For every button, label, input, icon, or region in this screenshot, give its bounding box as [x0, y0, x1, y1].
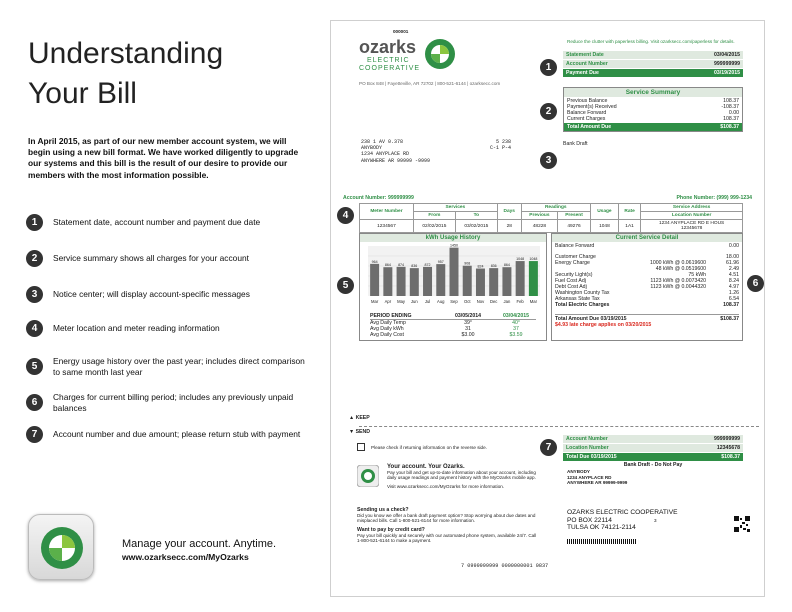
logo-sub2: COOPERATIVE	[359, 65, 421, 72]
chart-bar	[410, 268, 419, 296]
meter-header: Location Number	[641, 212, 743, 220]
meter-header: Present	[558, 212, 591, 220]
mail-line: 5 238	[495, 139, 511, 145]
summary-value: 108.37	[723, 116, 739, 122]
callout-3: 3	[540, 152, 557, 169]
usage-history-title: kWh Usage History	[360, 234, 546, 242]
ozarks-logo-icon	[423, 37, 457, 71]
chart-tick-label: May	[397, 299, 406, 304]
payment-due: 03/19/2015	[714, 70, 740, 76]
payment-stub	[563, 435, 743, 468]
chart-tick-label: Dec	[489, 299, 498, 304]
detail-value: 0.00	[728, 243, 739, 249]
legend-number: 3	[26, 286, 43, 303]
stub-location-label: Location Number	[566, 445, 609, 451]
statement-date: 03/04/2015	[714, 52, 740, 58]
history-label: Avg Daily Cost	[370, 332, 404, 338]
sample-bill	[330, 20, 765, 597]
remit-line: PO BOX 22114	[567, 516, 612, 524]
statement-date-label: Statement Date	[566, 52, 604, 58]
stub-location: 12345678	[716, 445, 740, 451]
summary-label: Balance Forward	[567, 110, 607, 116]
intro-paragraph: In April 2015, as part of our new member account system, we will begin using a new bill format. We have worked diligently to upgrade our systems and this bill is the result of our desire to provide our members with the most information possible.	[28, 136, 299, 180]
history-value: 31	[465, 326, 471, 332]
remit-line: 3	[653, 517, 657, 523]
mail-line: 238 1 AV 0.378	[361, 139, 404, 145]
stub-due-label: Total Due 03/19/2015	[566, 454, 617, 460]
mail-line: C-1 P-4	[489, 145, 511, 152]
chart-data-label: 824	[477, 264, 484, 269]
meter-header: Meter Number	[360, 204, 414, 220]
detail-value: 8.24	[728, 278, 739, 284]
legend-text: Account number and due amount; please return stub with payment	[53, 429, 301, 440]
history-label: Avg Daily kWh	[370, 326, 404, 332]
detail-mid: 1000 kWh @ 0.0619600	[649, 260, 706, 266]
location-number: 12345678	[680, 226, 703, 231]
qr-code-icon	[733, 515, 751, 533]
legend-text: Service summary shows all charges for your account	[53, 253, 249, 264]
history-value: 40°	[512, 320, 520, 326]
history-value: 39°	[464, 320, 472, 326]
chart-bar	[516, 261, 525, 296]
app-promo-title: Your account. Your Ozarks.	[387, 464, 465, 470]
chart-data-label: 908	[464, 261, 471, 266]
detail-value: 108.37	[723, 302, 739, 308]
stub-bank-draft: Bank Draft - Do Not Pay	[623, 462, 683, 468]
ozarks-app-icon	[357, 465, 379, 487]
postal-barcode	[567, 539, 637, 544]
detail-mid: 75 kWh	[688, 272, 706, 278]
total-due: $108.37	[720, 124, 739, 130]
detail-row	[555, 302, 739, 308]
account-number-label: Account Number	[566, 61, 608, 67]
service-summary-title: Service Summary	[564, 88, 742, 97]
summary-value: 0.00	[728, 110, 739, 116]
remit-line: OZARKS ELECTRIC COOPERATIVE	[567, 509, 678, 516]
payment-due-label: Payment Due	[566, 70, 599, 76]
legend-text: Charges for current billing period; includes any previously unpaid balances	[53, 392, 294, 413]
logo-wordmark: ozarks	[359, 37, 417, 57]
keep-text: KEEP	[355, 415, 370, 421]
paperless-promo: Reduce the clutter with paperless billing. Visit ozarksecc.com/paperless for details.	[567, 39, 735, 44]
chart-data-label: 1450	[450, 243, 458, 248]
send-text: SEND	[355, 429, 370, 435]
stub-due: $108.37	[721, 454, 740, 460]
chart-bar	[423, 267, 432, 296]
meter-header: Previous	[521, 212, 558, 220]
detail-label: Energy Charge	[555, 260, 590, 266]
chart-bar	[463, 266, 472, 296]
account-number: 999999999	[714, 61, 740, 67]
legend-text: Notice center; will display account-specific messages	[53, 289, 250, 300]
detail-total-label: Total Amount Due 03/19/2015	[555, 316, 627, 322]
legend-item	[26, 320, 306, 337]
period-label: PERIOD ENDING	[370, 313, 412, 319]
chart-bar	[489, 268, 498, 296]
callout-4: 4	[337, 207, 354, 224]
meter-cell: 02/02/2015	[413, 220, 455, 233]
scan-line: 7 0999999999 0000000001 0837	[461, 563, 549, 569]
total-due-label: Total Amount Due	[567, 124, 612, 130]
detail-value: 6.54	[728, 296, 739, 302]
detail-mid: 1123 kWh @ 0.0044320	[650, 284, 706, 290]
callout-7: 7	[540, 439, 557, 456]
legend-number: 5	[26, 358, 43, 375]
detail-label: Total Electric Charges	[555, 302, 610, 308]
detail-label: Balance Forward	[555, 243, 595, 249]
chart-data-label: 957	[437, 260, 444, 265]
callout-2: 2	[540, 103, 557, 120]
meter-cell: 03/02/2015	[455, 220, 497, 233]
chart-bar	[476, 269, 485, 296]
stub-address	[567, 469, 627, 486]
remit-address	[567, 509, 678, 532]
keep-label: ▲ KEEP	[349, 415, 370, 421]
chart-bar	[370, 264, 379, 296]
service-detail-title: Current Service Detail	[552, 234, 742, 242]
chart-tick-label: Sep	[450, 299, 458, 304]
period-2: 03/04/2015	[503, 313, 529, 319]
history-value: $3.59	[509, 332, 523, 338]
legend-text: Statement date, account number and payment due date	[53, 217, 261, 228]
detail-label: Washington County Tax	[555, 290, 610, 296]
chart-data-label: 1048	[529, 257, 538, 262]
account-line: Account Number: 999999999	[343, 195, 414, 201]
detail-value: 61.96	[726, 260, 739, 266]
detail-label: Customer Charge	[555, 254, 596, 260]
detail-mid: 1123 kWh @ 0.0073420	[650, 278, 706, 284]
legend-text: Meter location and meter reading information	[53, 323, 220, 334]
app-promo-body: Pay your bill and get up-to-date information about your account, including daily usage readings and payment history with the MyOzarks mobile app.	[387, 470, 536, 480]
detail-label: Arkansas State Tax	[555, 296, 600, 302]
chart-tick-label: Jun	[410, 299, 418, 304]
chart-bar	[450, 248, 459, 296]
card-body: Pay your bill quickly and securely with our automated phone system, available 24/7. Call 1-800-521-6144 to make a payment.	[357, 533, 537, 543]
mail-line: 1234 ANYPLACE RD	[361, 151, 410, 158]
chart-tick-label: Mar	[371, 299, 379, 304]
legend-number: 2	[26, 250, 43, 267]
legend-item	[26, 250, 306, 267]
chart-tick-label: Jan	[503, 299, 511, 304]
legend-item	[26, 392, 306, 413]
chart-data-label: 836	[411, 264, 418, 269]
tear-line	[359, 426, 759, 427]
summary-row	[567, 116, 739, 122]
legend-number: 6	[26, 394, 43, 411]
coop-address: PO Box 848 | Fayetteville, AR 72702 | 800-521-6144 | ozarksecc.com	[359, 81, 501, 86]
history-value: 37	[513, 326, 519, 332]
bank-draft-notice: Bank Draft	[563, 141, 588, 147]
legend-number: 4	[26, 320, 43, 337]
check-body: Did you know we offer a bank draft payment option? Stop worrying about due dates and misplaced bills. Call 1-800-521-6144 for more information.	[357, 513, 536, 523]
manage-account-url[interactable]: www.ozarksecc.com/MyOzarks	[122, 552, 249, 562]
check-title: Sending us a check?	[357, 507, 409, 513]
meter-header: Services	[413, 204, 497, 212]
page-title: Understanding Your Bill	[28, 37, 224, 110]
history-label: Avg Daily Temp	[370, 320, 406, 326]
service-address: 1234 ANYPLACE RD E HOUS	[658, 221, 725, 226]
chart-data-label: 964	[371, 259, 378, 264]
period-1: 03/05/2014	[455, 313, 481, 319]
detail-label: Debt Cost Adj	[555, 284, 587, 290]
meter-cell: 1A1	[618, 220, 640, 233]
summary-label: Current Charges	[567, 116, 606, 122]
legend-item	[26, 286, 306, 303]
checkbox-label: Please check if returning information on the reverse side.	[371, 445, 487, 450]
legend-number: 7	[26, 426, 43, 443]
meter-header: Rate	[618, 204, 640, 220]
meter-table	[359, 203, 743, 233]
detail-value: 2.49	[728, 266, 739, 272]
reverse-side-checkbox[interactable]	[357, 443, 365, 451]
card-title: Want to pay by credit card?	[357, 527, 425, 533]
ozarks-logo-icon	[29, 515, 95, 581]
chart-tick-label: Mar	[529, 299, 537, 304]
chart-data-label: 864	[503, 263, 510, 268]
stub-account-label: Account Number	[566, 436, 608, 442]
app-promo-visit: Visit www.ozarksecc.com/MyOzarks for more information.	[387, 484, 505, 489]
chart-bar	[529, 261, 538, 296]
meter-cell: 49276	[558, 220, 591, 233]
remit-line: TULSA OK 74121-2114	[567, 524, 636, 532]
app-promo	[387, 464, 537, 489]
chart-data-label: 864	[384, 263, 391, 268]
legend-item	[26, 426, 306, 443]
send-label: ▼ SEND	[349, 429, 370, 435]
callout-1: 1	[540, 59, 557, 76]
statement-header	[563, 51, 743, 77]
phone-line: Phone Number: (999) 999-1234	[676, 195, 752, 201]
detail-value: 18.00	[726, 254, 739, 260]
chart-bar	[397, 267, 406, 296]
stub-address-line: ANYBODY	[567, 469, 590, 474]
history-value: $3.00	[461, 332, 475, 338]
chart-tick-label: Feb	[516, 299, 524, 304]
summary-value: -108.37	[721, 104, 739, 110]
chart-bar	[383, 267, 392, 296]
detail-label: Security Light(s)	[555, 272, 593, 278]
chart-data-label: 1048	[516, 257, 525, 262]
detail-mid	[626, 302, 706, 308]
service-summary	[563, 87, 743, 132]
summary-value: 108.37	[723, 98, 739, 104]
mail-line: ANYBODY	[361, 145, 383, 152]
meter-header: Readings	[521, 204, 590, 212]
summary-label: Payment(s) Received	[567, 104, 617, 110]
legend-text: Energy usage history over the past year; includes direct comparison to same month last year	[53, 356, 305, 377]
chart-bar	[502, 267, 511, 296]
meter-cell: 48228	[521, 220, 558, 233]
stub-address-line: 1234 ANYPLACE RD	[567, 474, 612, 480]
meter-cell	[641, 220, 743, 233]
chart-tick-label: Nov	[476, 299, 485, 304]
legend-item	[26, 356, 306, 377]
detail-mid: 48 kWh @ 0.0519600	[655, 266, 706, 272]
chart-data-label: 874	[398, 262, 405, 267]
usage-chart	[360, 242, 546, 308]
mailing-address	[361, 139, 511, 164]
detail-total: $108.37	[720, 316, 739, 322]
chart-data-label: 836	[490, 264, 497, 269]
callout-5: 5	[337, 277, 354, 294]
detail-label: Fuel Cost Adj	[555, 278, 586, 284]
meter-header: Usage	[590, 204, 618, 220]
meter-header: Service Address	[641, 204, 743, 212]
chart-tick-label: Jul	[424, 299, 431, 304]
legend-number: 1	[26, 214, 43, 231]
meter-cell: 1048	[590, 220, 618, 233]
chart-data-label: 872	[424, 262, 431, 267]
usage-history-panel	[359, 233, 547, 341]
detail-value: 1.26	[728, 290, 739, 296]
callout-6: 6	[747, 275, 764, 292]
legend-item	[26, 214, 306, 231]
mail-line: ANYWHERE AR 99999 -9999	[361, 157, 431, 164]
stub-address-line: ANYWHERE AR 99999-9999	[567, 480, 628, 486]
check-info	[357, 507, 537, 543]
logo-sub1: ELECTRIC	[367, 57, 410, 64]
meter-header: From	[413, 212, 455, 220]
bill-code: 000001	[393, 29, 409, 34]
meter-cell: 28	[497, 220, 521, 233]
app-icon	[28, 514, 94, 580]
service-detail-panel	[551, 233, 743, 341]
meter-cell: 1234567	[360, 220, 414, 233]
stub-account: 999999999	[714, 436, 740, 442]
chart-tick-label: Aug	[437, 299, 445, 304]
detail-value: 4.51	[728, 272, 739, 278]
chart-tick-label: Oct	[463, 299, 471, 304]
summary-label: Previous Balance	[567, 98, 608, 104]
meter-header: To	[455, 212, 497, 220]
detail-value: 4.97	[728, 284, 739, 290]
manage-account-text: Manage your account. Anytime.	[122, 538, 277, 550]
chart-tick-label: Apr	[384, 299, 392, 304]
meter-header: Days	[497, 204, 521, 220]
chart-bar	[436, 264, 445, 296]
late-charge-notice: $4.93 late charge applies on 03/20/2015	[555, 322, 652, 328]
